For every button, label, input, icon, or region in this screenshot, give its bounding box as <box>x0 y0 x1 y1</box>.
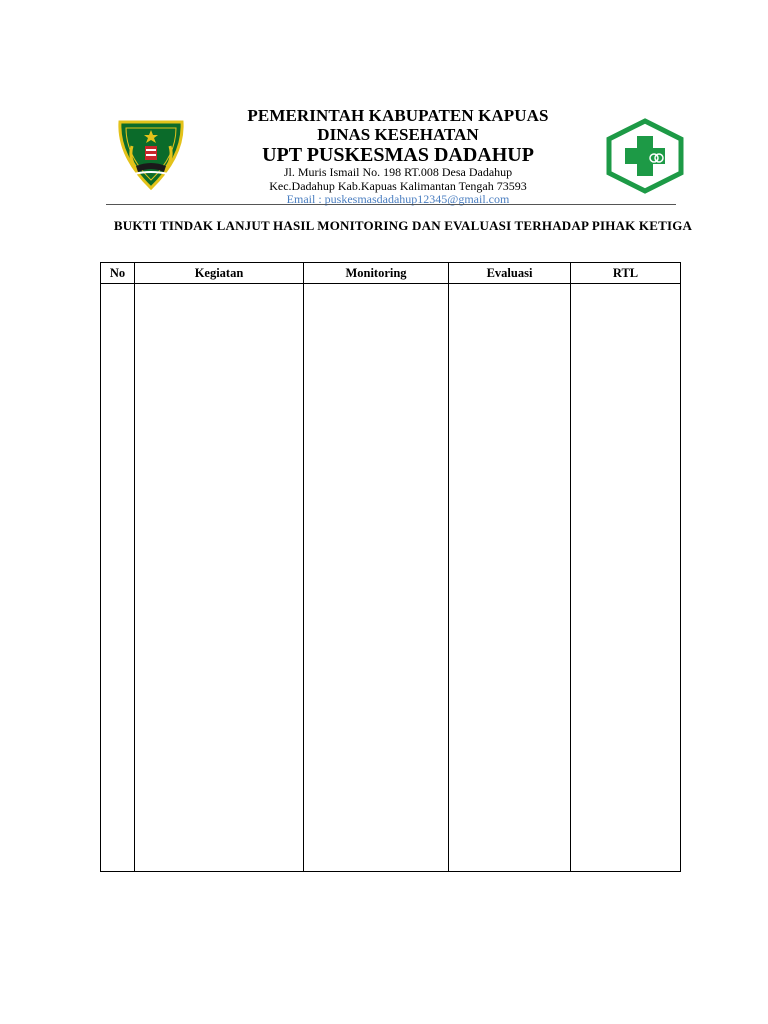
cell-monitoring <box>304 284 449 872</box>
government-name: PEMERINTAH KABUPATEN KAPUAS <box>247 106 549 125</box>
letterhead-divider <box>106 204 676 205</box>
address-line-1: Jl. Muris Ismail No. 198 RT.008 Desa Dadahup <box>283 165 513 179</box>
department-name: DINAS KESEHATAN <box>317 125 479 144</box>
kapuas-regency-emblem-icon <box>112 116 190 192</box>
column-header-monitoring: Monitoring <box>304 263 449 284</box>
unit-name: UPT PUSKESMAS DADAHUP <box>262 144 534 166</box>
cell-no <box>101 284 135 872</box>
email-address: Email : puskesmasdadahup12345@gmail.com <box>286 192 510 206</box>
cell-rtl <box>571 284 681 872</box>
follow-up-table <box>100 262 681 872</box>
column-header-kegiatan: Kegiatan <box>135 263 304 284</box>
cell-evaluasi <box>449 284 571 872</box>
table-header-row <box>101 263 681 284</box>
puskesmas-cross-icon <box>604 118 686 194</box>
column-header-rtl: RTL <box>571 263 681 284</box>
document-title: BUKTI TINDAK LANJUT HASIL MONITORING DAN EVALUASI TERHADAP PIHAK KETIGA <box>113 218 693 233</box>
letterhead <box>200 106 596 207</box>
table-row <box>101 284 681 872</box>
column-header-evaluasi: Evaluasi <box>449 263 571 284</box>
column-header-no: No <box>101 263 135 284</box>
address-line-2: Kec.Dadahup Kab.Kapuas Kalimantan Tengah 73593 <box>269 178 527 193</box>
cell-kegiatan <box>135 284 304 872</box>
